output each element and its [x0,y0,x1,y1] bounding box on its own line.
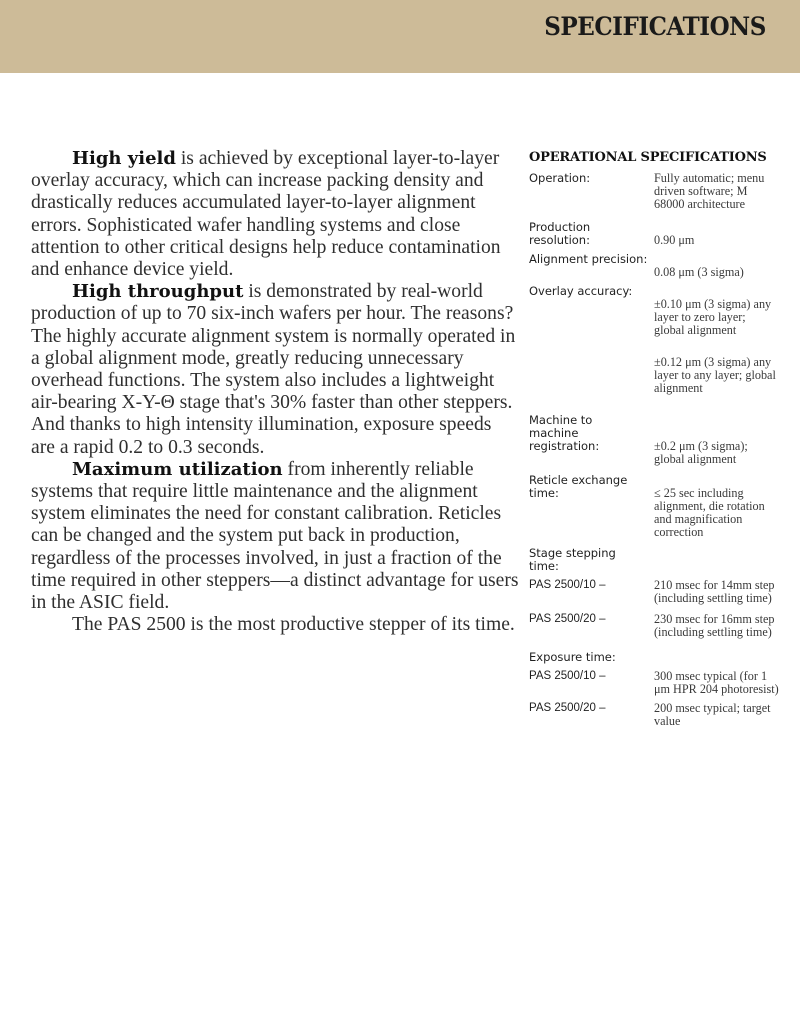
spec-heading: OPERATIONAL SPECIFICATIONS [529,150,767,165]
spec-label-exposure: Exposure time: [529,650,616,664]
spec-value: ≤ 25 sec including alignment, die rotation and magnification correction [654,486,765,539]
spec-row-operation [529,172,779,211]
text-yield: is achieved by exceptional layer-to-layer overlay accuracy, which can increase packing density and drastically reduces accumulated layer-to-layer alignment errors. Sophisticated wafer handling systems and close attention to other critical designs help reduce contamination and enhance device yield. [31,148,501,281]
spec-label-stage: Stage stepping time: [529,546,616,573]
spec-value: 230 msec for 16mm step (including settling time) [654,612,775,639]
spec-label: PAS 2500/10 – [529,670,606,682]
lead-yield: High yield [72,148,176,169]
text-throughput: is demonstrated by real-world production of up to 70 six-inch wafers per hour. The reasons? The highly accurate alignment system is normally operated in a global alignment mode, greatly reducing unnecessary overhead functions. The system also includes a lightweight air-bearing X-Y-Θ stage that's 30% faster than other steppers. And thanks to high intensity illumination, exposure speeds are a rapid 0.2 to 0.3 seconds. [31,281,516,458]
overlay-value-1: ±0.10 μm (3 sigma) any layer to zero layer; global alignment [654,297,772,337]
page-title: SPECIFICATIONS [544,12,766,41]
paragraph-utilization [31,459,519,614]
spec-row-resolution [529,221,779,247]
spec-label: Alignment precision: [529,252,648,266]
body-text [31,148,519,636]
spec-row-stage-20 [529,613,779,639]
spec-value: ±0.2 μm (3 sigma); global alignment [654,439,748,466]
spec-label: Production resolution: [529,220,591,247]
spec-value: 200 msec typical; target value [654,701,771,728]
spec-row-reticle [529,474,779,539]
spec-value: 0.90 μm [654,233,695,247]
spec-value [654,285,779,408]
spec-label: Overlay accuracy: [529,284,633,298]
spec-value: 210 msec for 14mm step (including settling time) [654,578,775,605]
spec-label: PAS 2500/20 – [529,613,606,625]
spec-row-exposure-10 [529,670,779,696]
overlay-value-2: ±0.12 μm (3 sigma) any layer to any layer; global alignment [654,355,776,395]
lead-utilization: Maximum utilization [72,458,283,480]
paragraph-throughput [31,281,519,459]
header-band [0,0,800,73]
spec-value: 300 msec typical (for 1 μm HPR 204 photoresist) [654,669,779,696]
spec-label: Operation: [529,171,591,185]
spec-row-registration [529,414,779,466]
spec-row-overlay [529,285,779,408]
spec-value: 0.08 μm (3 sigma) [654,265,744,279]
text-utilization: from inherently reliable systems that require little maintenance and the alignment system eliminates the need for constant calibration. Reticles can be changed and the system put back in production, regardless of the processes involved, in just a fraction of the time required in other steppers—a distinct advantage for users in the ASIC field. [31,458,519,614]
spec-label: Machine to machine registration: [529,413,600,453]
spec-value: Fully automatic; menu driven software; M 68000 architecture [654,171,765,211]
spec-label: Reticle exchange time: [529,473,628,500]
paragraph-yield [31,148,519,281]
spec-label: PAS 2500/10 – [529,579,606,591]
paragraph-closing: The PAS 2500 is the most productive stepper of its time. [72,614,515,636]
spec-row-stage-10 [529,579,779,605]
spec-row-alignment [529,253,779,279]
spec-row-exposure-20 [529,702,779,728]
spec-label: PAS 2500/20 – [529,702,606,714]
specifications-column [529,150,779,734]
lead-throughput: High throughput [72,281,244,303]
